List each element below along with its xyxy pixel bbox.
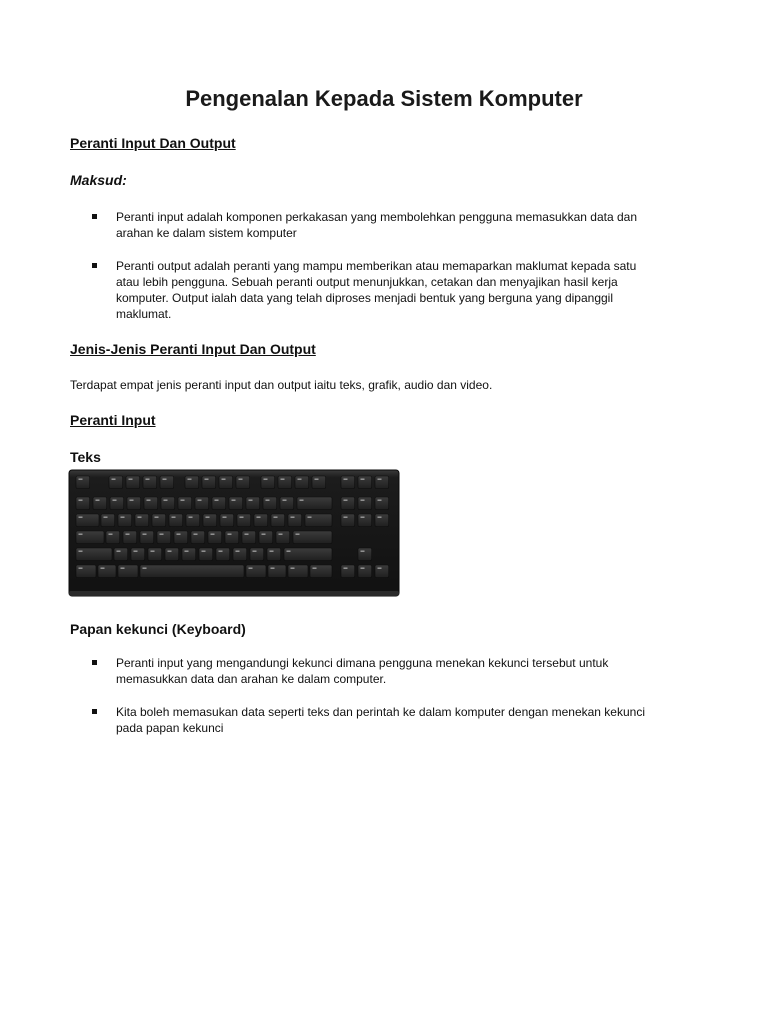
key-legend-mark [177,534,181,535]
keyboard-key [219,476,233,489]
list-item [92,655,692,687]
keyboard-key [341,497,355,510]
keyboard-key [236,476,250,489]
key-legend-mark [109,534,113,535]
key-legend-mark [222,479,226,480]
key-legend-mark [134,551,138,552]
keyboard-key [152,514,166,527]
keyboard-key [375,565,389,578]
keyboard-key [127,497,141,510]
key-legend-mark [240,517,244,518]
key-legend-mark [101,568,105,569]
key-legend-mark [126,534,130,535]
key-legend-mark [274,517,278,518]
bullet-text: arahan ke dalam sistem komputer [116,226,297,240]
key-legend-mark [298,479,302,480]
key-legend-mark [138,517,142,518]
keyboard-key [157,531,171,544]
key-legend-mark [344,517,348,518]
bullet-text: Kita boleh memasukan data seperti teks dan perintah ke dalam komputer dengan menekan kekunci [116,705,645,719]
key-legend-mark [143,568,147,569]
section-heading-peranti-input: Peranti Input [70,412,156,428]
keyboard-key [110,497,124,510]
list-item [92,704,692,736]
key-legend-mark [146,479,150,480]
keyboard-key [358,548,372,561]
bullet-text: Peranti input adalah komponen perkakasan yang membolehkan pengguna memasukkan data dan [116,210,638,224]
keyboard-key [165,548,179,561]
key-legend-mark [291,568,295,569]
key-legend-mark [249,568,253,569]
keyboard-key [109,476,123,489]
key-legend-mark [129,479,133,480]
keyboard-key [358,476,372,489]
key-legend-mark [378,568,382,569]
keyboard-key [182,548,196,561]
keyboard-key [254,514,268,527]
keyboard-key [126,476,140,489]
key-legend-mark [300,500,304,501]
key-legend-mark [147,500,151,501]
key-legend-mark [79,568,83,569]
keyboard-key [98,565,116,578]
key-legend-mark [79,517,83,518]
key-legend-mark [112,479,116,480]
key-legend-mark [194,534,198,535]
keyboard-key [341,514,355,527]
keyboard-image [68,469,400,597]
keyboard-key [114,548,128,561]
keyboard-key [280,497,294,510]
keyboard-key [148,548,162,561]
keyboard-key [250,548,264,561]
key-legend-mark [378,500,382,501]
key-legend-mark [378,517,382,518]
section-heading-input-output: Peranti Input Dan Output [70,135,236,151]
keyboard-key [263,497,277,510]
keyboard-key [312,476,326,489]
keyboard-key [229,497,243,510]
keyboard-key [276,531,290,544]
keyboard-key [220,514,234,527]
key-legend-mark [155,517,159,518]
key-legend-mark [172,517,176,518]
key-legend-mark [79,479,83,480]
key-legend-mark [188,479,192,480]
keyboard-key [237,514,251,527]
bullet-text: komputer. Output ialah data yang telah diproses menjadi bentuk yang berguna yang dipanggil [116,291,614,305]
list-item [92,258,692,322]
key-legend-mark [361,479,365,480]
key-legend-mark [185,551,189,552]
keyboard-key [259,531,273,544]
keyboard-key [212,497,226,510]
bullet-icon [92,214,97,219]
teks-heading: Teks [70,449,101,465]
keyboard-key [144,497,158,510]
key-legend-mark [308,517,312,518]
key-legend-mark [181,500,185,501]
keyboard-key [93,497,107,510]
key-legend-mark [79,500,83,501]
key-legend-mark [279,534,283,535]
key-legend-mark [206,517,210,518]
bullet-text: atau lebih pengguna. Sebuah peranti output menunjukkan, cetakan dan menyajikan hasil kerja [116,275,618,289]
keyboard-key [76,565,96,578]
keyboard-key [160,476,174,489]
keyboard-key [246,497,260,510]
keyboard-key [278,476,292,489]
key-legend-mark [264,479,268,480]
key-legend-mark [361,551,365,552]
key-legend-mark [262,534,266,535]
key-legend-mark [378,479,382,480]
key-legend-mark [344,568,348,569]
key-legend-mark [96,500,100,501]
keyboard-key [76,531,104,544]
keyboard-key [178,497,192,510]
key-legend-mark [344,500,348,501]
key-legend-mark [266,500,270,501]
key-legend-mark [121,517,125,518]
keyboard-key [375,514,389,527]
keyboard-key [118,565,138,578]
keyboard-key [195,497,209,510]
keyboard-key [123,531,137,544]
key-legend-mark [117,551,121,552]
key-legend-mark [257,517,261,518]
key-legend-mark [160,534,164,535]
keyboard-key [174,531,188,544]
key-legend-mark [79,534,83,535]
keyboard-key [310,565,332,578]
key-legend-mark [270,551,274,552]
key-legend-mark [291,517,295,518]
key-legend-mark [296,534,300,535]
keyboard-key [267,548,281,561]
key-legend-mark [121,568,125,569]
key-legend-mark [281,479,285,480]
keyboard-key [202,476,216,489]
keyboard-illustration [68,469,400,597]
key-legend-mark [228,534,232,535]
bullet-icon [92,660,97,665]
bullet-text: pada papan kekunci [116,721,224,735]
key-legend-mark [143,534,147,535]
key-legend-mark [205,479,209,480]
keyboard-key [76,497,90,510]
keyboard-key [191,531,205,544]
key-legend-mark [271,568,275,569]
keyboard-heading: Papan kekunci (Keyboard) [70,621,246,637]
key-legend-mark [361,500,365,501]
bullet-text: Peranti input yang mengandungi kekunci dimana pengguna menekan kekunci tersebut untuk [116,656,609,670]
key-legend-mark [344,479,348,480]
keyboard-key [143,476,157,489]
key-legend-mark [168,551,172,552]
keyboard-key [288,565,308,578]
keyboard-key [261,476,275,489]
key-legend-mark [315,479,319,480]
section-paragraph: Terdapat empat jenis peranti input dan output iaitu teks, grafik, audio dan video. [70,378,493,392]
list-item [92,209,692,241]
keyboard-key [140,531,154,544]
key-legend-mark [232,500,236,501]
keyboard-key [106,531,120,544]
key-legend-mark [236,551,240,552]
bullet-text: Peranti output adalah peranti yang mampu memberikan atau memaparkan maklumat kepada satu [116,259,637,273]
keyboard-key [295,476,309,489]
keyboard-key [297,497,332,510]
keyboard-key [358,497,372,510]
keyboard-key [76,514,99,527]
keyboard-key [284,548,332,561]
key-legend-mark [249,500,253,501]
key-legend-mark [239,479,243,480]
keyboard-key [161,497,175,510]
keyboard-key [225,531,239,544]
key-legend-mark [219,551,223,552]
key-legend-mark [189,517,193,518]
bullet-text: memasukkan data dan arahan ke dalam computer. [116,672,387,686]
keyboard-key [242,531,256,544]
key-legend-mark [113,500,117,501]
keyboard-key [135,514,149,527]
key-legend-mark [253,551,257,552]
key-legend-mark [130,500,134,501]
keyboard-key [375,476,389,489]
keyboard-key [358,514,372,527]
keyboard-key [76,548,112,561]
keyboard-key [341,476,355,489]
keyboard-key [341,565,355,578]
key-legend-mark [361,568,365,569]
keyboard-key [233,548,247,561]
keyboard-key [246,565,266,578]
keyboard-key [101,514,115,527]
key-legend-mark [361,517,365,518]
keyboard-key [169,514,183,527]
keyboard-key [140,565,244,578]
key-legend-mark [287,551,291,552]
keyboard-key [203,514,217,527]
keyboard-key [76,476,90,489]
key-legend-mark [164,500,168,501]
key-legend-mark [163,479,167,480]
keyboard-key [216,548,230,561]
key-legend-mark [198,500,202,501]
bullet-icon [92,263,97,268]
keyboard-key [271,514,285,527]
keyboard-key [185,476,199,489]
key-legend-mark [202,551,206,552]
key-legend-mark [223,517,227,518]
keyboard-key [186,514,200,527]
keyboard-key [268,565,286,578]
keyboard-key [208,531,222,544]
document-title: Pengenalan Kepada Sistem Komputer [185,86,583,111]
maksud-heading: Maksud: [70,172,127,188]
key-legend-mark [313,568,317,569]
key-legend-mark [79,551,83,552]
section-heading-jenis: Jenis-Jenis Peranti Input Dan Output [70,341,316,357]
keyboard-key [199,548,213,561]
keyboard-key [375,497,389,510]
keyboard-key [305,514,332,527]
keyboard-key [358,565,372,578]
keyboard-key [288,514,302,527]
key-legend-mark [151,551,155,552]
keyboard-key [118,514,132,527]
bullet-icon [92,709,97,714]
keyboard-key [293,531,332,544]
key-legend-mark [283,500,287,501]
keyboard-key [131,548,145,561]
key-legend-mark [104,517,108,518]
key-legend-mark [245,534,249,535]
bullet-text: maklumat. [116,307,172,321]
key-legend-mark [215,500,219,501]
key-legend-mark [211,534,215,535]
